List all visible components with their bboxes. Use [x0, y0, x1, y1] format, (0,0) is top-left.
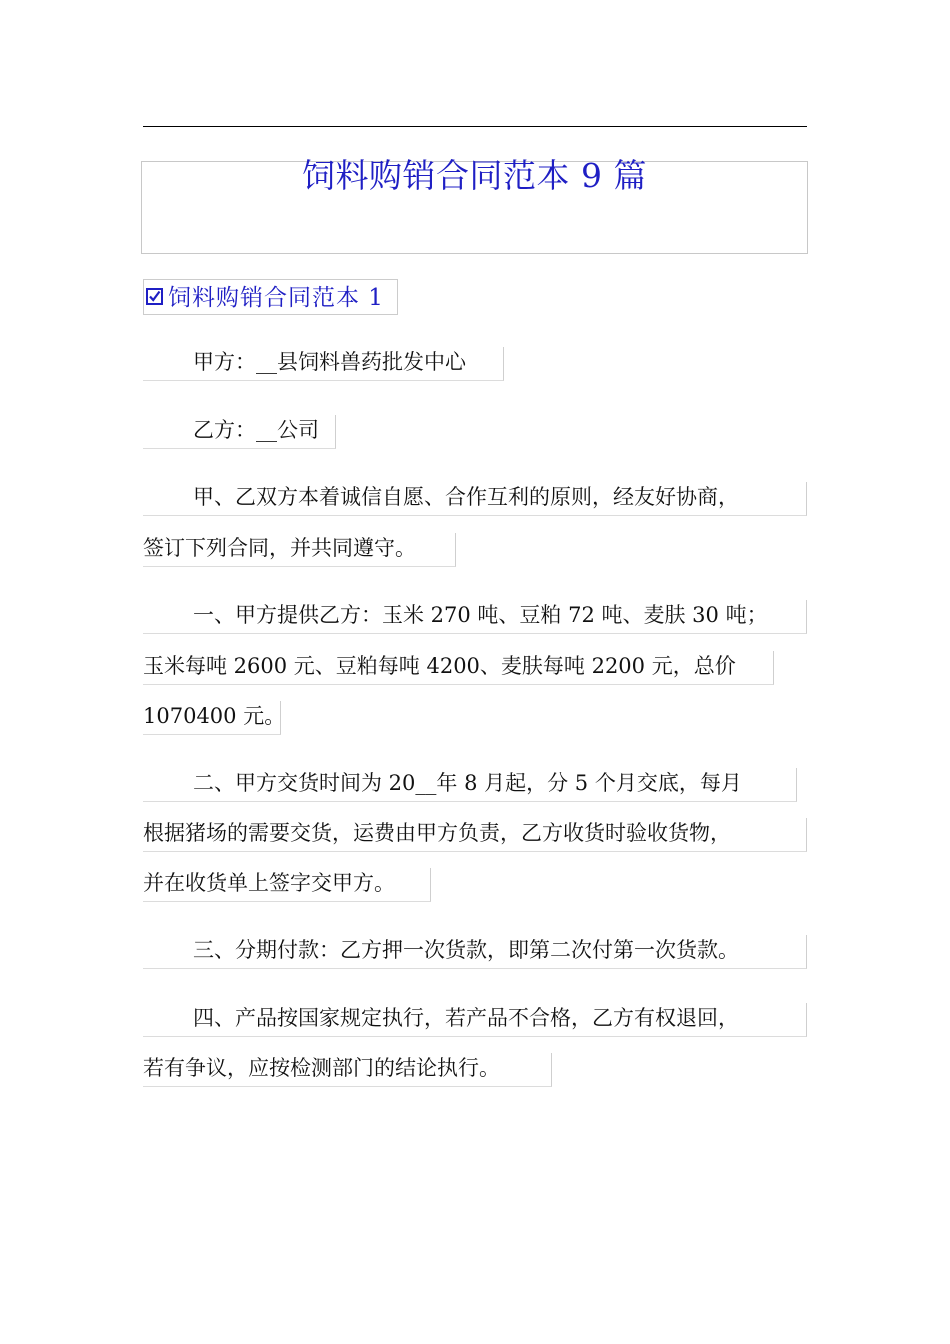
party-b-line: 乙方：__公司 [143, 415, 336, 449]
paragraph-line: 甲、乙双方本着诚信自愿、合作互利的原则，经友好协商， [143, 482, 807, 516]
paragraph-line: 若有争议，应按检测部门的结论执行。 [143, 1053, 552, 1087]
paragraph-line: 一、甲方提供乙方：玉米 270 吨、豆粕 72 吨、麦肤 30 吨； [143, 600, 807, 634]
paragraph-line: 签订下列合同，并共同遵守。 [143, 533, 456, 567]
paragraph-line: 四、产品按国家规定执行，若产品不合格，乙方有权退回， [143, 1003, 807, 1037]
paragraph-line: 1070400 元。 [143, 701, 281, 735]
paragraph-line: 玉米每吨 2600 元、豆粕每吨 4200、麦肤每吨 2200 元，总价 [143, 651, 774, 685]
paragraph-line: 三、分期付款：乙方押一次货款，即第二次付第一次货款。 [143, 935, 807, 969]
section-title: 饲料购销合同范本 1 [168, 285, 384, 311]
paragraph-line: 二、甲方交货时间为 20__年 8 月起，分 5 个月交底，每月 [143, 768, 797, 802]
party-a-line: 甲方：__县饲料兽药批发中心 [143, 347, 504, 381]
paragraph-line: 并在收货单上签字交甲方。 [143, 868, 431, 902]
paragraph-line: 根据猪场的需要交货，运费由甲方负责，乙方收货时验收货物， [143, 818, 807, 852]
title-box [141, 156, 808, 254]
top-rule [143, 126, 807, 127]
checkbox-icon [146, 288, 163, 305]
document-title: 饲料购销合同范本 9 篇 [302, 156, 647, 195]
section-heading [143, 279, 398, 315]
